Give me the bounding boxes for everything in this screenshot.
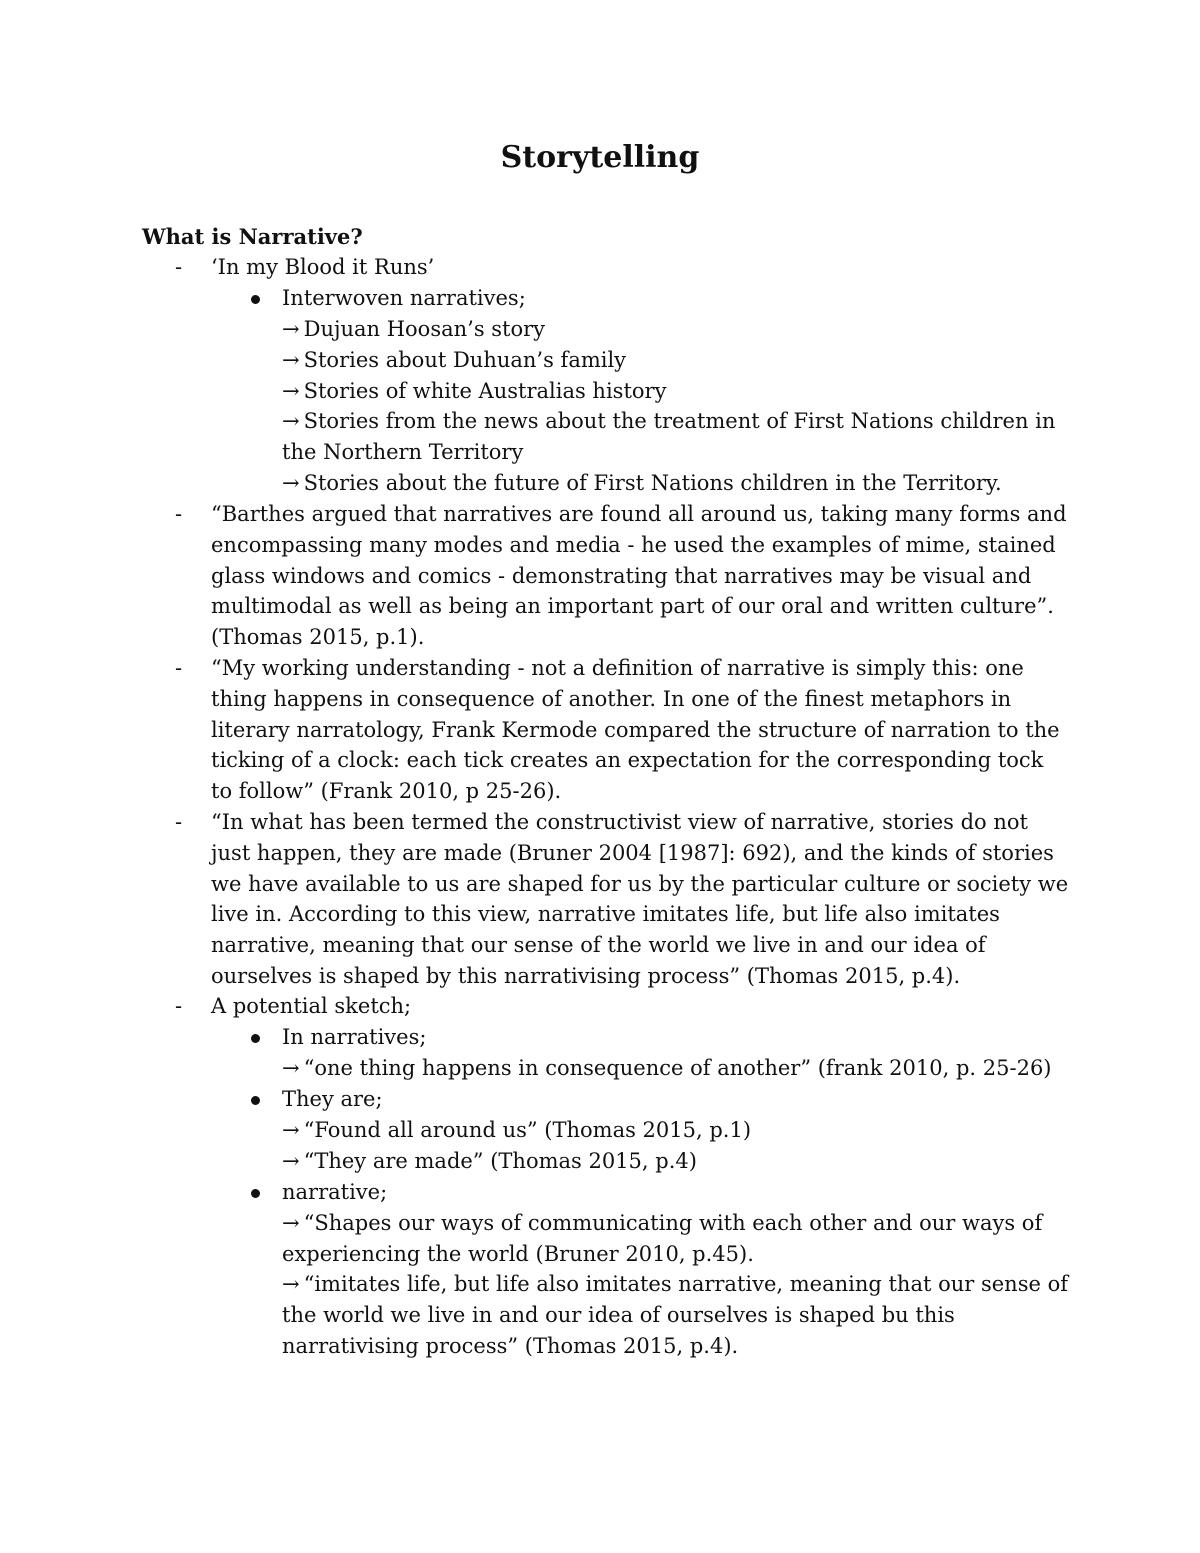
arrow-icon: →	[282, 1118, 300, 1142]
arrow-point-text: “imitates life, but life also imitates narrative, meaning that our sense of the world we live in and our idea of ourselves is shaped bu this narrativising process” (Thomas 2015, p.4).	[282, 1272, 1068, 1358]
section-heading: What is Narrative?	[142, 224, 363, 249]
arrow-point-text: “They are made” (Thomas 2015, p.4)	[303, 1149, 697, 1173]
bullet-label: They are;	[282, 1087, 383, 1111]
arrow-icon: →	[282, 317, 300, 341]
bullet-item	[282, 1084, 1072, 1115]
arrow-point	[282, 1115, 1072, 1146]
list-item-text: A potential sketch;	[211, 994, 412, 1018]
arrow-icon: →	[282, 471, 300, 495]
arrow-point-text: “Found all around us” (Thomas 2015, p.1)	[303, 1118, 752, 1142]
arrow-icon: →	[282, 379, 300, 403]
bullet-icon	[251, 1189, 260, 1198]
arrow-icon: →	[282, 1211, 300, 1235]
page-title: Storytelling	[500, 140, 700, 175]
bullet-label: narrative;	[282, 1180, 388, 1204]
arrow-icon: →	[282, 348, 300, 372]
dash-marker: -	[175, 656, 183, 680]
arrow-icon: →	[282, 1149, 300, 1173]
arrow-point-text: “Shapes our ways of communicating with each other and our ways of experiencing the world (Bruner 2010, p.45).	[282, 1211, 1043, 1266]
dash-marker: -	[175, 810, 183, 834]
arrow-icon: →	[282, 409, 300, 433]
bullet-item	[282, 283, 1072, 314]
arrow-point-text: “one thing happens in consequence of another” (frank 2010, p. 25-26)	[303, 1056, 1052, 1080]
bullet-label: In narratives;	[282, 1025, 427, 1049]
list-item	[175, 252, 1071, 283]
bullet-icon	[251, 1096, 260, 1105]
list-item	[175, 991, 1071, 1022]
arrow-point	[282, 1053, 1072, 1084]
arrow-icon: →	[282, 1056, 300, 1080]
bullet-icon	[251, 295, 260, 304]
arrow-point	[282, 345, 1072, 376]
list-item	[175, 807, 1071, 992]
arrow-point	[282, 376, 1072, 407]
arrow-point-text: Stories about the future of First Nations children in the Territory.	[303, 471, 1002, 495]
arrow-point	[282, 406, 1072, 468]
arrow-point-text: Stories from the news about the treatment of First Nations children in the Northern Territory	[282, 409, 1056, 464]
arrow-icon: →	[282, 1272, 300, 1296]
arrow-point	[282, 468, 1072, 499]
bullet-item	[282, 1022, 1072, 1053]
arrow-point	[282, 1269, 1072, 1361]
quote-text: “In what has been termed the constructivist view of narrative, stories do not just happen, they are made (Bruner 2004 [1987]: 692), and the kinds of stories we have available to us are shaped for us by the particular culture or society we live in. According to this view, narrative imitates life, but life also imitates narrative, meaning that our sense of the world we live in and our idea of ourselves is shaped by this narrativising process” (Thomas 2015, p.4).	[211, 810, 1069, 988]
bullet-item	[282, 1177, 1072, 1208]
arrow-point-text: Stories of white Australias history	[303, 379, 667, 403]
bullet-icon	[251, 1034, 260, 1043]
quote-text: “My working understanding - not a definition of narrative is simply this: one thing happens in consequence of another. In one of the finest metaphors in literary narratology, Frank Kermode compared the structure of narration to the ticking of a clock: each tick creates an expectation for the corresponding tock to follow” (Frank 2010, p 25-26).	[211, 656, 1060, 804]
list-item-text: ‘In my Blood it Runs’	[211, 255, 435, 279]
arrow-point-text: Stories about Duhuan’s family	[303, 348, 627, 372]
arrow-point	[282, 1146, 1072, 1177]
arrow-point	[282, 314, 1072, 345]
quote-text: “Barthes argued that narratives are found all around us, taking many forms and encompassing many modes and media - he used the examples of mime, stained glass windows and comics - demonstrating that narratives may be visual and multimodal as well as being an important part of our oral and written culture”. (Thomas 2015, p.1).	[211, 502, 1067, 650]
arrow-point-text: Dujuan Hoosan’s story	[303, 317, 546, 341]
arrow-point	[282, 1208, 1072, 1270]
dash-marker: -	[175, 502, 183, 526]
list-item	[175, 653, 1071, 807]
list-item	[175, 499, 1071, 653]
dash-marker: -	[175, 994, 183, 1018]
bullet-label: Interwoven narratives;	[282, 286, 526, 310]
dash-marker: -	[175, 255, 183, 279]
